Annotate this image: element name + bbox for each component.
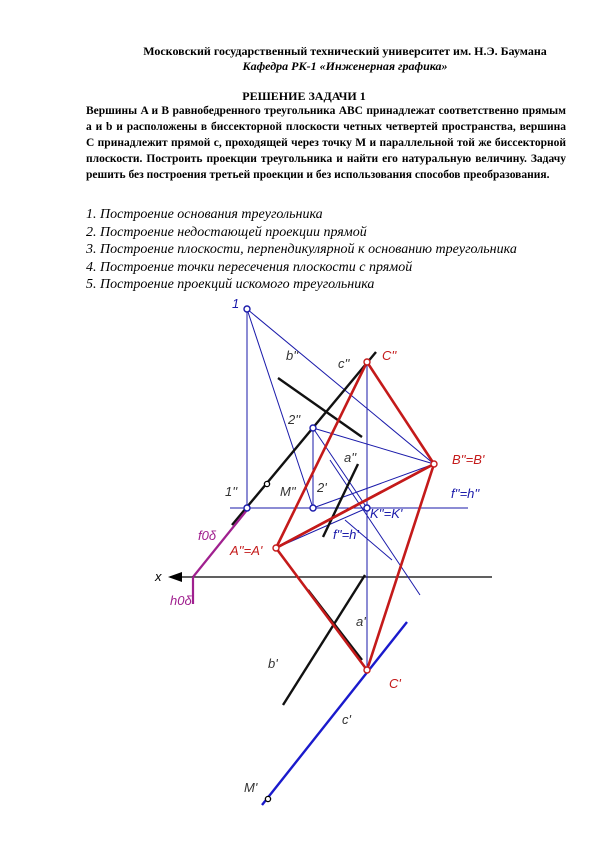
university-name: Московский государственный технический университет им. Н.Э. Баумана xyxy=(143,44,547,58)
point-C-horizontal xyxy=(364,667,370,673)
construction-K-to-B xyxy=(313,464,434,508)
point-C-frontal xyxy=(364,359,370,365)
label-x: x xyxy=(155,569,162,584)
label-b-horizontal: b' xyxy=(268,656,278,671)
point-M-frontal xyxy=(264,481,269,486)
label-c-frontal: c'' xyxy=(338,356,350,371)
label-M-frontal: M'' xyxy=(280,484,296,499)
label-c-horizontal: c' xyxy=(342,712,351,727)
step-item: 4. Построение точки пересечения плоскости с прямой xyxy=(86,259,413,275)
line-b1 xyxy=(283,575,365,705)
construction-2-to-K xyxy=(313,428,367,508)
label-f-h-frontal: f''=h'' xyxy=(451,486,480,501)
x-axis-arrow xyxy=(168,572,182,582)
label-a-frontal: a'' xyxy=(344,450,357,465)
construction-line-1-to-K xyxy=(247,309,313,508)
step-item: 2. Построение недостающей проекции прямой xyxy=(86,224,367,240)
label-2-horizontal: 2' xyxy=(317,480,327,495)
step-item: 1. Построение основания треугольника xyxy=(86,207,323,222)
point-1-frontal xyxy=(244,505,250,511)
step-item: 3. Построение плоскости, перпендикулярной к основанию треугольника xyxy=(86,242,517,257)
label-C-horizontal: C' xyxy=(389,676,401,691)
label-K: K''=K' xyxy=(370,506,403,521)
step-item: 5. Построение проекций искомого треугольника xyxy=(86,277,375,292)
label-B: B''=B' xyxy=(452,452,485,467)
line-c2 xyxy=(232,352,376,525)
label-1-frontal: 1'' xyxy=(225,484,238,499)
line-b2 xyxy=(278,378,362,437)
label-a-horizontal: a' xyxy=(356,614,366,629)
point-M-horizontal xyxy=(265,796,270,801)
solution-title: РЕШЕНИЕ ЗАДАЧИ 1 xyxy=(242,89,366,103)
label-M-horizontal: M' xyxy=(244,780,258,795)
point-2-frontal xyxy=(310,425,316,431)
label-f-h-horizontal: f''=h' xyxy=(333,527,359,542)
label-h0: h0δ xyxy=(170,593,192,608)
label-C-frontal: C'' xyxy=(382,348,397,363)
label-A: A''=A' xyxy=(230,543,263,558)
label-1: 1 xyxy=(232,296,240,311)
triangle-horizontal-projection xyxy=(276,464,434,670)
point-B xyxy=(431,461,437,467)
label-2-frontal: 2'' xyxy=(288,412,301,427)
label-b-frontal: b'' xyxy=(286,348,299,363)
line-c1 xyxy=(262,622,407,805)
point-2-horizontal xyxy=(310,505,316,511)
point-1 xyxy=(244,306,250,312)
label-f0: f0δ xyxy=(198,528,217,543)
construction-line-1-to-B xyxy=(247,309,434,464)
point-A xyxy=(273,545,279,551)
problem-statement: Вершины A и B равнобедренного треугольника ABC принадлежат соответственно прямым a и b и расположены в биссекторной плоскости четных четвертей пространства, вершина C принадлежит прямой c, проходящей через точку M и параллельной той же биссекторной плоскости. Построить проекции треугольника и найти его натуральную величину. Задачу решить без построения третьей проекции и без использования способов преобразования. xyxy=(86,105,566,181)
department-name: Кафедра РК-1 «Инженерная графика» xyxy=(242,59,448,73)
